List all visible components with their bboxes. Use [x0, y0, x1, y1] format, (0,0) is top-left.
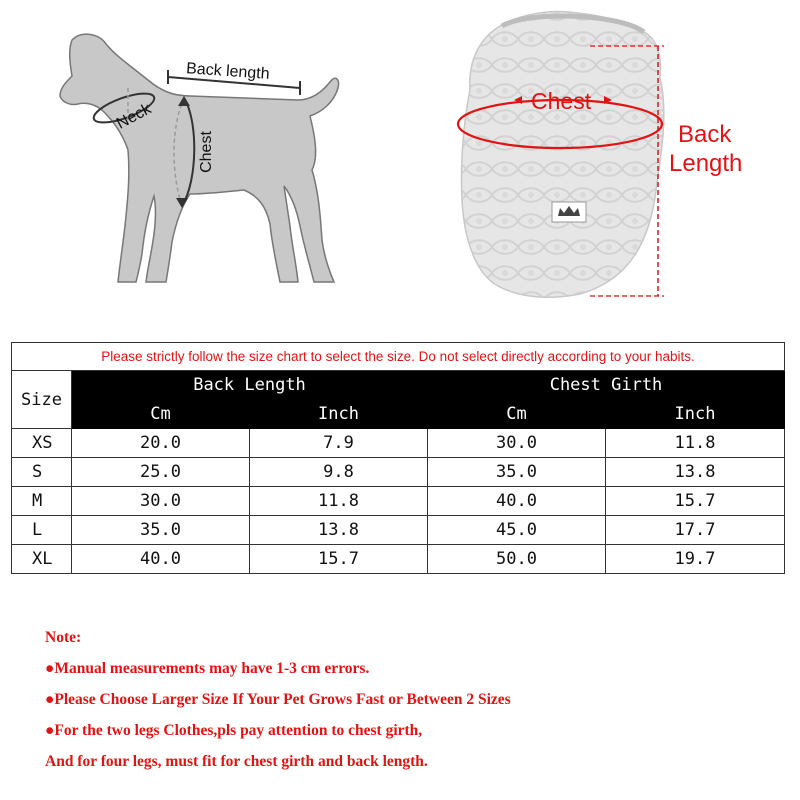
table-row: [12, 545, 785, 574]
size-cell: XS: [12, 429, 72, 458]
notes-section: [45, 622, 511, 777]
table-cell: 13.8: [250, 516, 428, 545]
table-cell: 40.0: [428, 487, 606, 516]
label-sweater-length: Length: [669, 150, 743, 177]
size-cell: XL: [12, 545, 72, 574]
label-chest: Chest: [197, 131, 215, 173]
sweater-body: [461, 12, 663, 298]
table-cell: 35.0: [428, 458, 606, 487]
note-line: And for four legs, must fit for chest girth and back length.: [45, 753, 428, 770]
back-length-header: Back Length: [72, 371, 428, 400]
table-row: [12, 516, 785, 545]
size-notice-row: [12, 343, 785, 371]
dog-measurement-illustration: [0, 0, 380, 330]
chest-girth-header: Chest Girth: [428, 371, 785, 400]
table-cell: 15.7: [606, 487, 785, 516]
size-column-header: Size: [12, 371, 72, 429]
table-cell: 20.0: [72, 429, 250, 458]
table-row: [12, 487, 785, 516]
note-line: ●For the two legs Clothes,pls pay attention to chest girth,: [45, 722, 423, 739]
table-row: [12, 429, 785, 458]
unit-header: Cm: [428, 400, 606, 429]
label-neck: Neck: [113, 100, 155, 133]
label-back-length: Back length: [185, 60, 271, 83]
measurement-diagrams: [0, 0, 800, 330]
table-cell: 35.0: [72, 516, 250, 545]
size-cell: L: [12, 516, 72, 545]
table-cell: 50.0: [428, 545, 606, 574]
size-chart: [11, 342, 784, 574]
table-cell: 40.0: [72, 545, 250, 574]
unit-header: Inch: [250, 400, 428, 429]
table-cell: 19.7: [606, 545, 785, 574]
table-cell: 45.0: [428, 516, 606, 545]
note-line: ●Manual measurements may have 1-3 cm errors.: [45, 660, 370, 677]
table-cell: 13.8: [606, 458, 785, 487]
table-cell: 7.9: [250, 429, 428, 458]
table-cell: 25.0: [72, 458, 250, 487]
unit-header: Inch: [606, 400, 785, 429]
size-cell: M: [12, 487, 72, 516]
size-cell: S: [12, 458, 72, 487]
group-header-row: [12, 371, 785, 400]
size-table: [11, 342, 785, 574]
table-row: [12, 458, 785, 487]
table-cell: 15.7: [250, 545, 428, 574]
table-cell: 11.8: [606, 429, 785, 458]
table-cell: 30.0: [428, 429, 606, 458]
table-cell: 9.8: [250, 458, 428, 487]
unit-header: Cm: [72, 400, 250, 429]
label-sweater-chest: Chest: [531, 88, 592, 114]
table-cell: 11.8: [250, 487, 428, 516]
label-sweater-back: Back: [678, 121, 732, 148]
table-cell: 17.7: [606, 516, 785, 545]
notes-title: Note:: [45, 629, 82, 646]
note-line: ●Please Choose Larger Size If Your Pet Grows Fast or Between 2 Sizes: [45, 691, 511, 708]
size-notice: Please strictly follow the size chart to select the size. Do not select directly according to your habits.: [12, 343, 785, 371]
unit-header-row: [12, 400, 785, 429]
table-cell: 30.0: [72, 487, 250, 516]
